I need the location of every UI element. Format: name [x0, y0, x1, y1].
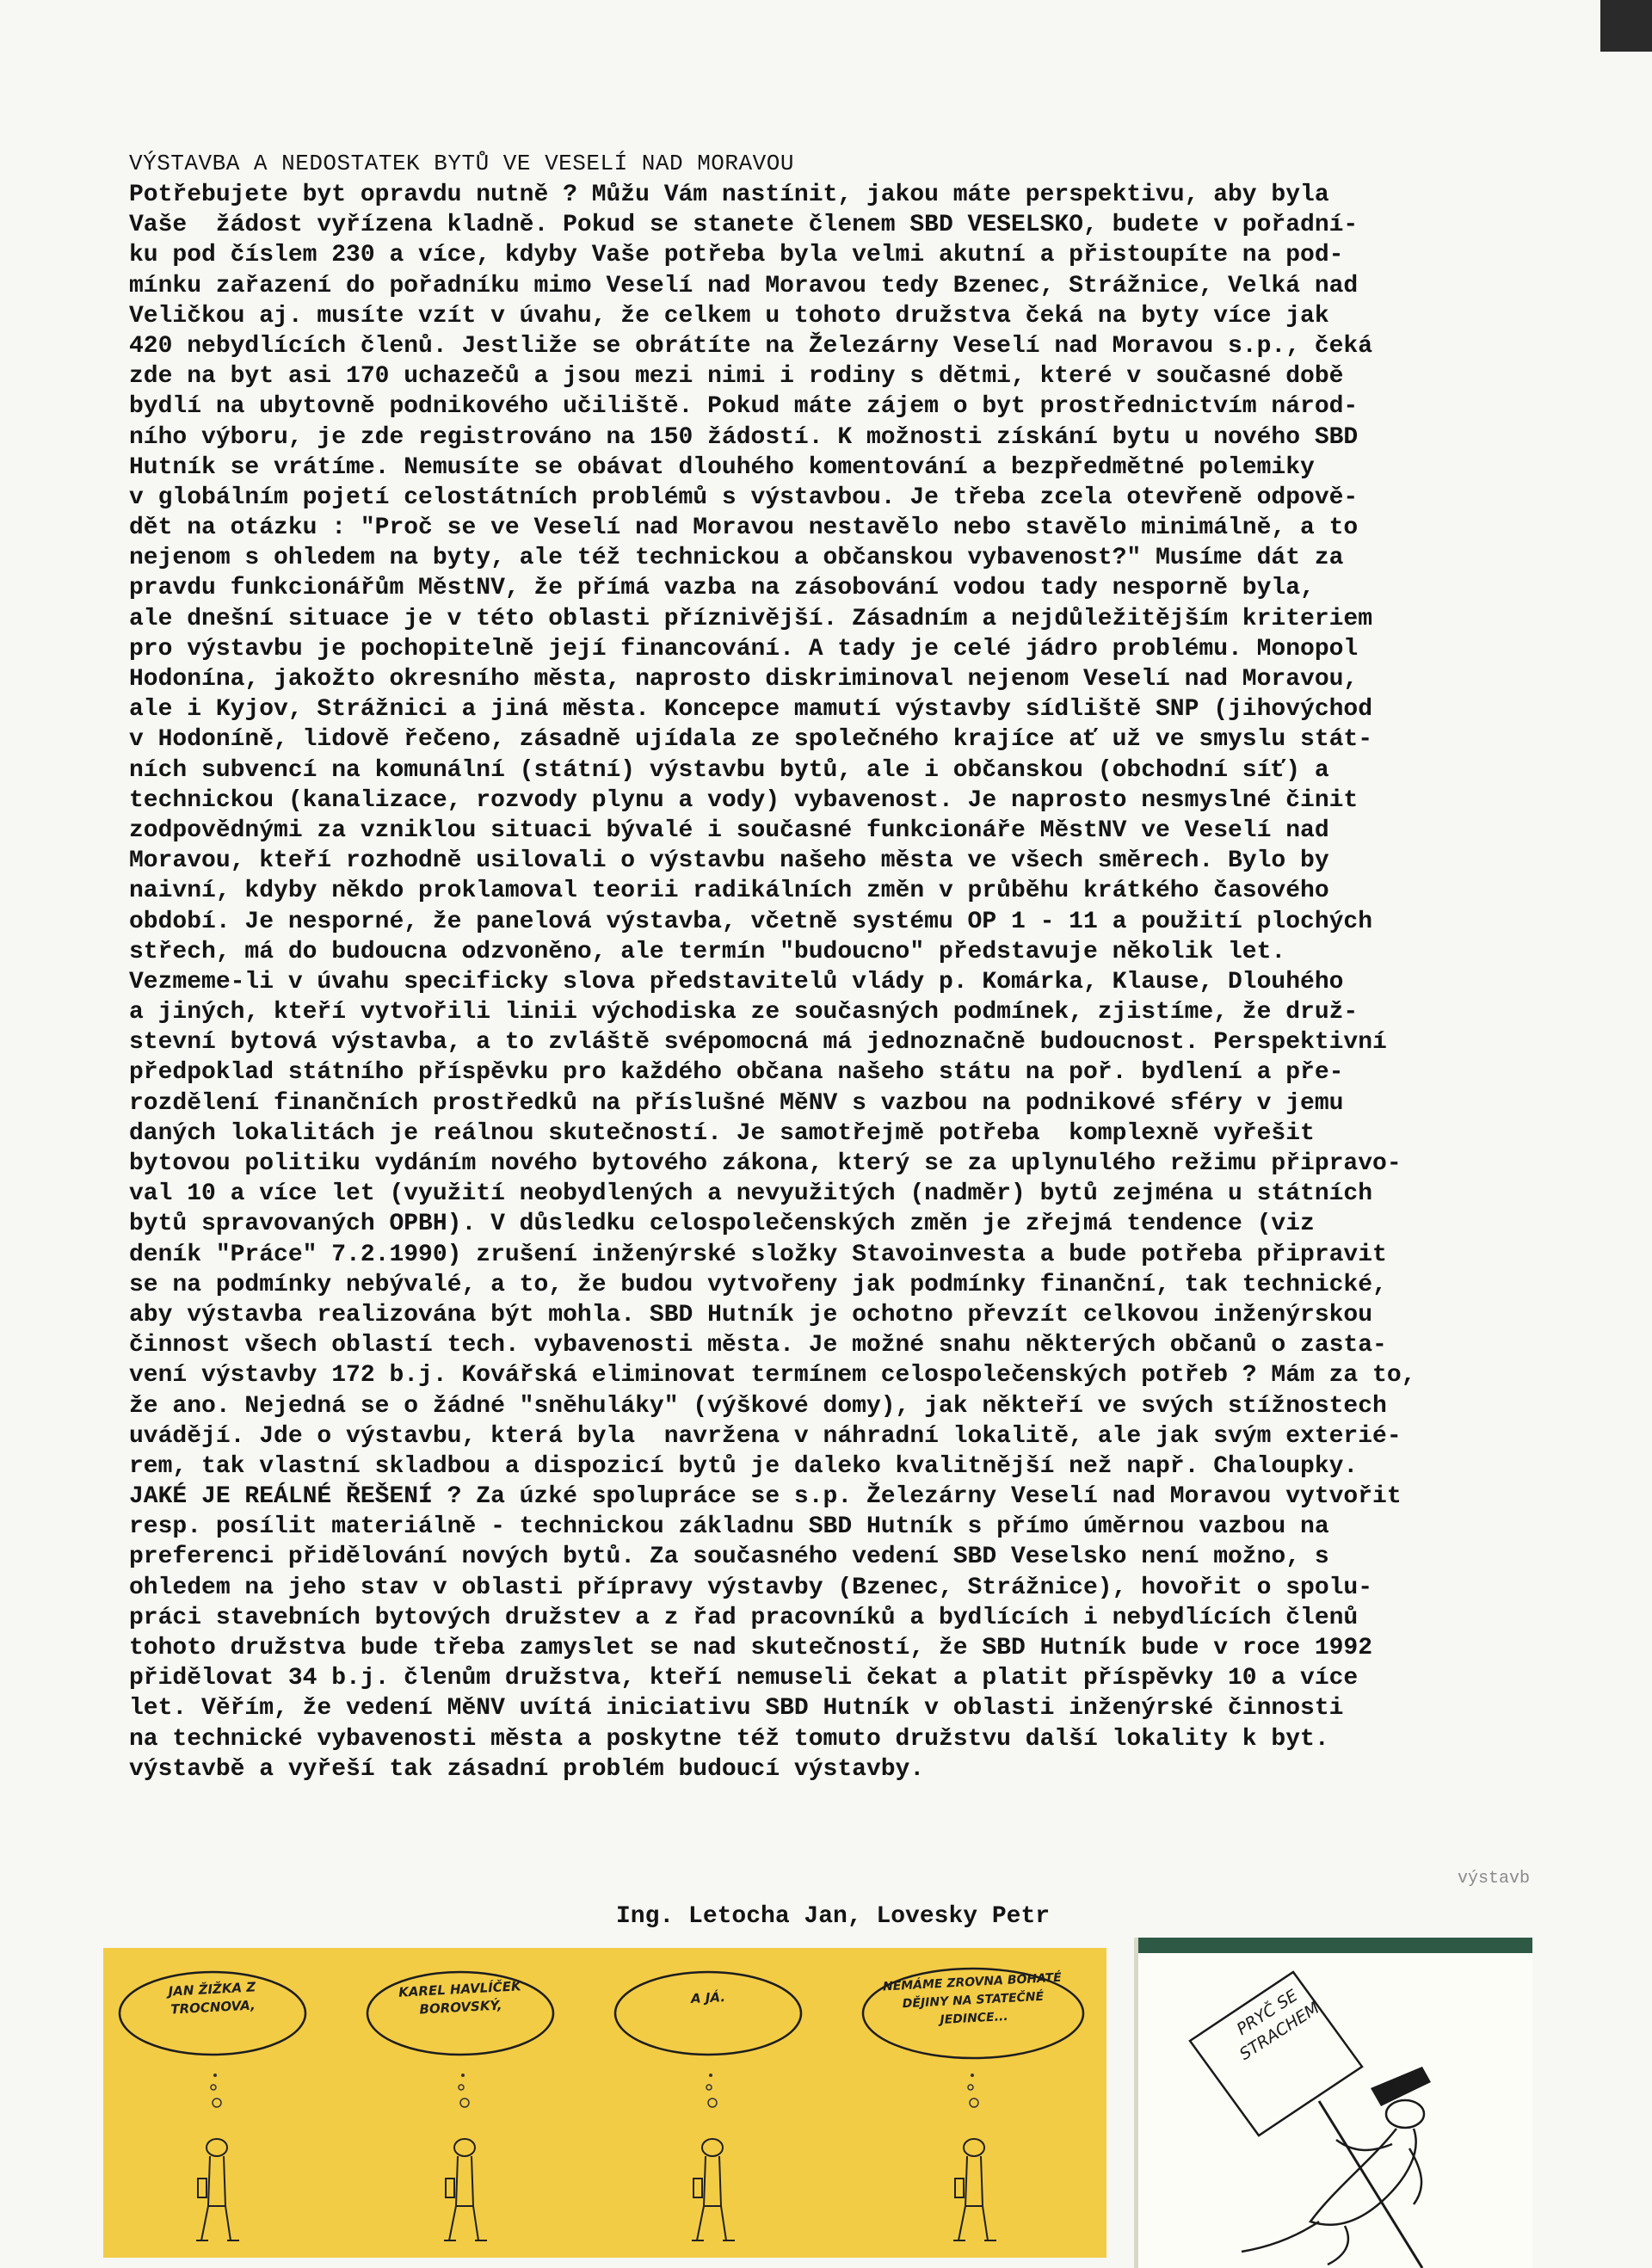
cartoon-panel-4	[857, 1948, 1089, 2258]
article-text-line: aby výstavba realizována být mohla. SBD Hutník je ochotno převzít celkovou inženýrskou	[129, 1301, 1373, 1328]
article-text-line: výstavbě a vyřeší tak zásadní problém budoucí výstavby.	[129, 1755, 925, 1783]
article-text-line: ku pod číslem 230 a více, kdyby Vaše potřeba byla velmi akutní a přistoupíte na pod-	[129, 242, 1344, 269]
faded-stray-text: výstavb	[1458, 1869, 1531, 1889]
article-text-line: daných lokalitách je reálnou skutečností. Je samotřejmě potřeba komplexně vyřešit	[129, 1119, 1315, 1147]
article-text-line: ale dnešní situace je v této oblasti příznivější. Zásadním a nejdůležitějším kriteriem	[129, 605, 1373, 632]
article-text-line: Hodonína, jakožto okresního města, naprosto diskriminoval nejenom Veselí nad Moravou,	[129, 666, 1359, 693]
article-text-line: Vaše žádost vyřízena kladně. Pokud se stanete členem SBD VESELSKO, budete v pořadní-	[129, 212, 1359, 239]
cartoon-strip	[103, 1948, 1106, 2258]
article-text-line: na technické vybavenosti města a poskytne též tomuto družstvu další lokality k byt.	[129, 1725, 1329, 1753]
article-text-line: val 10 a více let (využití neobydlených a nevyužitých (nadměr) bytů zejména u státních	[129, 1180, 1373, 1208]
article-text-line: že ano. Nejedná se o žádné "sněhuláky" (výškové domy), jak někteří ve svých stížnostech	[129, 1392, 1387, 1420]
article-text-line: ohledem na jeho stav v oblasti přípravy výstavby (Bzenec, Strážnice), hovořit o spolu-	[129, 1574, 1373, 1601]
article-text-line: JAKÉ JE REÁLNÉ ŘEŠENÍ ? Za úzké spolupráce se s.p. Železárny Veselí nad Moravou vytvořit	[129, 1483, 1402, 1511]
scan-edge-mark	[1600, 0, 1652, 52]
cartoon-figure-4	[905, 2068, 1043, 2253]
cartoon-figure-1	[148, 2068, 286, 2253]
speech-bubble-text-1: JAN ŽIŽKA Z TROCNOVA,	[168, 1979, 256, 2018]
article-text-line: tohoto družstva bude třeba zamyslet se nad skutečností, že SBD Hutník bude v roce 1992	[129, 1635, 1373, 1661]
article-text-line: technickou (kanalizace, rozvody plynu a vody) vybavenost. Je naprosto nesmyslné činit	[129, 786, 1359, 814]
article-text-line: deník "Práce" 7.2.1990) zrušení inženýrské složky Stavoinvesta a bude potřeba připravit	[129, 1241, 1387, 1268]
article-text-line: uvádějí. Jde o výstavbu, která byla navržena v náhradní lokalitě, ale jak svým exterié-	[129, 1422, 1402, 1450]
article-text-line: práci stavebních bytových družstev a z řad pracovníků a bydlících i nebydlících členů	[129, 1604, 1359, 1631]
cartoon-panel-2	[361, 1948, 559, 2258]
protest-figure-drawing	[1138, 1938, 1532, 2268]
cartoon-panel-3	[609, 1948, 807, 2258]
protest-sign-text: PRYČ SE STRACHEM	[1233, 1986, 1323, 2064]
article-text-line: Hutník se vrátíme. Nemusíte se obávat dlouhého komentování a bezpředmětné polemiky	[129, 453, 1315, 481]
article-text-line: mínku zařazení do pořadníku mimo Veselí nad Moravou tedy Bzenec, Strážnice, Velká nad	[129, 272, 1359, 299]
cartoon-figure-3	[644, 2068, 781, 2253]
article-text-line: období. Je nesporné, že panelová výstavba, včetně systému OP 1 - 11 a použití plochých	[129, 908, 1373, 935]
article-authors: Ing. Letocha Jan, Lovesky Petr	[616, 1903, 1051, 1930]
article-text-line: předpoklad státního příspěvku pro každého občana našeho státu na poř. bydlení a pře-	[129, 1059, 1344, 1087]
article-text-line: rozdělení finančních prostředků na příslušné MěNV s vazbou na podnikové sféry v jemu	[129, 1089, 1344, 1117]
article-text-line: v globálním pojetí celostátních problémů s výstavbou. Je třeba zcela otevřeně odpově-	[129, 484, 1359, 511]
article-text-line: Vezmeme-li v úvahu specificky slova představitelů vlády p. Komárka, Klause, Dlouhého	[129, 968, 1344, 995]
article-text-line: preferenci přidělování nových bytů. Za současného vedení SBD Veselsko není možno, s	[129, 1544, 1329, 1571]
speech-bubble-3	[609, 1962, 807, 2065]
article-text-line: stevní bytová výstavba, a to zvláště svépomocná má jednoznačně budoucnost. Perspektivní	[129, 1029, 1387, 1057]
speech-bubble-text-4: NEMÁME ZROVNA BOHATÉ DĚJINY NA STATEČNÉ JEDINCE...	[882, 1970, 1063, 2028]
article-text-line: pro výstavbu je pochopitelně její financování. A tady je celé jádro problému. Monopol	[129, 635, 1359, 663]
article-body	[129, 180, 1532, 1784]
article-text-line: a jiných, kteří vytvořili linii východiska ze současných podmínek, zjistíme, že druž-	[129, 999, 1359, 1026]
article-text-line: Veličkou aj. musíte vzít v úvahu, že celkem u tohoto družstva čeká na byty více jak	[129, 302, 1329, 330]
protest-cartoon	[1134, 1938, 1532, 2268]
article-text-line: přidělovat 34 b.j. členům družstva, kteří nemuseli čekat a platit příspěvky 10 a více	[129, 1665, 1359, 1692]
article-text-line: v Hodoníně, lidově řečeno, zásadně ujídala ze společného krajíce ať už ve smyslu stát-	[129, 726, 1373, 754]
article-text-line: se na podmínky nebývalé, a to, že budou vytvořeny jak podmínky finanční, tak technické,	[129, 1271, 1387, 1298]
article-text-line: Potřebujete byt opravdu nutně ? Můžu Vám nastínit, jakou máte perspektivu, aby byla	[129, 182, 1329, 208]
article-text-line: bytovou politiku vydáním nového bytového zákona, který se za uplynulého režimu připravo-	[129, 1150, 1402, 1177]
article-text-line: bydlí na ubytovně podnikového učiliště. Pokud máte zájem o byt prostřednictvím národ-	[129, 393, 1359, 421]
article-text-line: rem, tak vlastní skladbou a dispozicí bytů je daleko kvalitnější než např. Chaloupky.	[129, 1452, 1359, 1480]
cartoon-panel-1	[114, 1948, 311, 2258]
article-text-line: střech, má do budoucna odzvoněno, ale termín "budoucno" představuje několik let.	[129, 938, 1286, 965]
speech-bubble-text-3: A JÁ.	[690, 1988, 726, 2007]
article-text-line: dět na otázku : "Proč se ve Veselí nad Moravou nestavělo nebo stavělo minimálně, a to	[129, 515, 1359, 542]
article-text-line: bytů spravovaných OPBH). V důsledku celospolečenských změn je zřejmá tendence (viz	[129, 1211, 1315, 1238]
article-text-line: vení výstavby 172 b.j. Kovářská eliminovat termínem celospolečenských potřeb ? Mám za to,	[129, 1362, 1416, 1390]
article-text-line: ale i Kyjov, Strážnici a jiná města. Koncepce mamutí výstavby sídliště SNP (jihovýchod	[129, 696, 1373, 724]
article-text-line: pravdu funkcionářům MěstNV, že přímá vazba na zásobování vodou tady nesporně byla,	[129, 575, 1315, 602]
article-text-line: resp. posílit materiálně - technickou základnu SBD Hutník s přímo úměrnou vazbou na	[129, 1513, 1329, 1541]
article-text-line: zodpovědnými za vzniklou situaci bývalé i současné funkcionáře MěstNV ve Veselí nad	[129, 817, 1329, 844]
article-text-line: naivní, kdyby někdo proklamoval teorii radikálních změn v průběhu krátkého časového	[129, 878, 1329, 905]
article-text-line: zde na byt asi 170 uchazečů a jsou mezi nimi i rodiny s dětmi, které v současné době	[129, 363, 1344, 391]
cartoon-figure-2	[396, 2068, 533, 2253]
article-text-line: 420 nebydlících členů. Jestliže se obrátíte na Železárny Veselí nad Moravou s.p., čeká	[129, 332, 1373, 360]
speech-bubble-text-2: KAREL HAVLÍČEK BOROVSKÝ,	[398, 1978, 522, 2018]
article-text-line: ního výboru, je zde registrováno na 150 žádostí. K možnosti získání bytu u nového SBD	[129, 423, 1359, 451]
article-text-line: Moravou, kteří rozhodně usilovali o výstavbu našeho města ve všech směrech. Bylo by	[129, 847, 1329, 875]
article-text-line: let. Věřím, že vedení MěNV uvítá iniciativu SBD Hutník v oblasti inženýrské činnosti	[129, 1695, 1344, 1723]
article-title: VÝSTAVBA A NEDOSTATEK BYTŮ VE VESELÍ NAD MORAVOU	[129, 151, 794, 176]
article-text-line: nejenom s ohledem na byty, ale též technickou a občanskou vybavenost?" Musíme dát za	[129, 545, 1344, 572]
article-text-line: ních subvencí na komunální (státní) výstavbu bytů, ale i občanskou (obchodní síť) a	[129, 756, 1329, 784]
article-text-line: činnost všech oblastí tech. vybavenosti města. Je možné snahu některých občanů o zasta-	[129, 1332, 1387, 1359]
